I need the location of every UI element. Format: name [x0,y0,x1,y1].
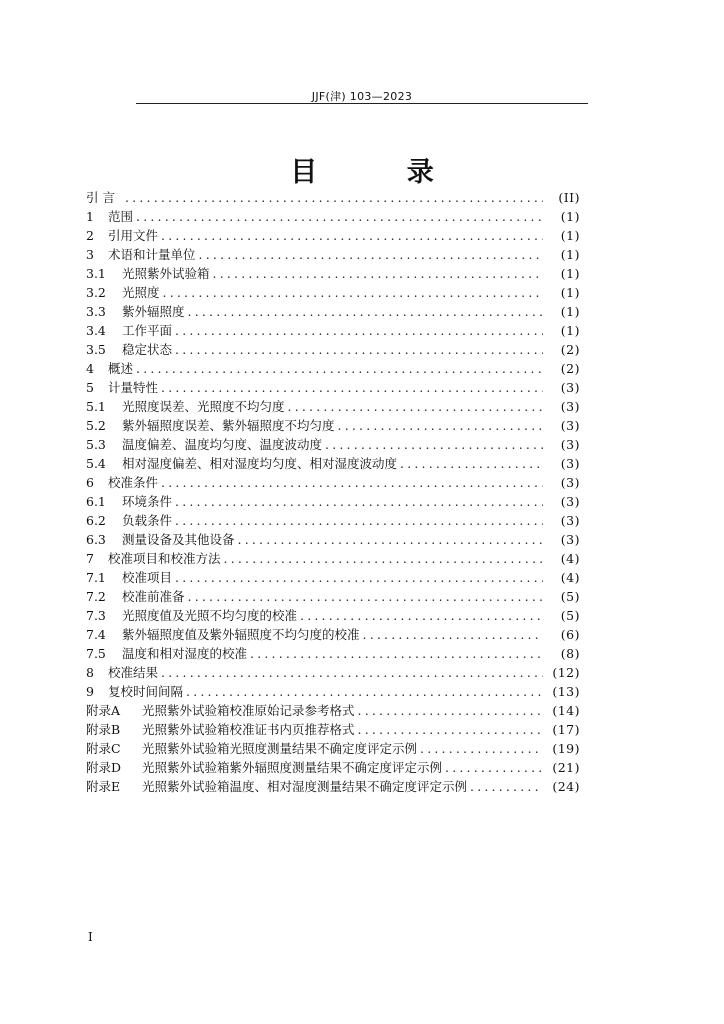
toc-leader-dots [224,549,543,568]
toc-leader-dots [188,302,543,321]
toc-entry-number: 3.5 [86,342,106,357]
toc-entry[interactable] [86,739,580,758]
toc-entry-title: 光照紫外试验箱 [122,266,210,281]
toc-entry-number: 6 [86,475,94,490]
toc-entry-page: (21) [552,760,580,775]
toc-entry-title: 光照紫外试验箱温度、相对湿度测量结果不确定度评定示例 [142,779,468,794]
toc-entry-page: (3) [560,513,580,528]
toc-entry-page: (3) [560,418,580,433]
toc-leader-dots [175,568,543,587]
toc-entry-title: 复校时间间隔 [108,684,184,699]
toc-leader-dots [250,644,543,663]
toc-leader-dots [213,264,543,283]
toc-entry-page: (6) [560,627,580,642]
toc-entry-title: 范围 [108,209,134,224]
toc-entry-page: (1) [560,323,580,338]
toc-leader-dots [161,378,543,397]
toc-entry-title: 术语和计量单位 [108,247,196,262]
toc-entry-number: 附录C [86,741,121,756]
toc-entry[interactable] [86,758,580,777]
toc-leader-dots [188,587,543,606]
toc-leader-dots [125,188,543,207]
toc-entry-title: 测量设备及其他设备 [122,532,235,547]
toc-leader-dots [470,777,543,796]
toc-entry-number: 3 [86,247,94,262]
toc-entry-page: (3) [560,494,580,509]
toc-entry-page: (1) [560,266,580,281]
toc-entry[interactable] [86,283,580,302]
toc-entry[interactable] [86,644,580,663]
toc-leader-dots [420,739,543,758]
toc-entry-title: 相对湿度偏差、相对湿度均匀度、相对湿度波动度 [122,456,398,471]
toc-entry-title: 校准条件 [108,475,159,490]
toc-entry[interactable] [86,492,580,511]
toc-entry-number: 附录A [86,703,121,718]
toc-entry-number: 7 [86,551,94,566]
toc-leader-dots [136,207,543,226]
toc-entry-title: 紫外辐照度值及紫外辐照度不均匀度的校准 [122,627,360,642]
toc-leader-dots [175,492,543,511]
toc-entry-title: 工作平面 [122,323,173,338]
toc-entry[interactable] [86,454,580,473]
toc-entry-number: 6.1 [86,494,106,509]
toc-entry[interactable] [86,720,580,739]
page-number: I [88,930,93,944]
toc-entry-page: (II) [558,190,580,205]
toc-leader-dots [358,701,543,720]
toc-entry[interactable] [86,682,580,701]
toc-entry-title: 校准结果 [108,665,159,680]
toc-entry-number: 6.3 [86,532,106,547]
toc-leader-dots [175,321,543,340]
toc-leader-dots [288,397,543,416]
toc-leader-dots [161,226,543,245]
toc-entry[interactable] [86,777,580,796]
header-divider [136,103,588,104]
toc-entry-title: 环境条件 [122,494,173,509]
toc-entry-number: 3.1 [86,266,106,281]
toc-entry-title: 引用文件 [108,228,159,243]
toc-entry-number: 5 [86,380,94,395]
toc-leader-dots [363,625,543,644]
toc-entry-title: 光照紫外试验箱紫外辐照度测量结果不确定度评定示例 [142,760,443,775]
toc-entry-number: 2 [86,228,94,243]
toc-entry-title: 光照度 [122,285,160,300]
toc-entry[interactable] [86,226,580,245]
toc-entry[interactable] [86,340,580,359]
toc-entry[interactable] [86,663,580,682]
toc-entry-page: (3) [560,380,580,395]
toc-entry[interactable] [86,416,580,435]
toc-entry-title: 紫外辐照度 [122,304,185,319]
toc-leader-dots [400,454,543,473]
toc-entry-number: 9 [86,684,94,699]
toc-entry[interactable] [86,568,580,587]
toc-entry-number: 5.1 [86,399,106,414]
toc-entry[interactable] [86,701,580,720]
toc-entry-page: (2) [560,342,580,357]
toc-entry-number: 7.5 [86,646,106,661]
toc-entry-number: 7.3 [86,608,106,623]
table-of-contents [86,188,580,796]
toc-entry-number: 7.1 [86,570,106,585]
toc-entry-page: (1) [560,209,580,224]
toc-leader-dots [445,758,543,777]
toc-entry-number: 5.3 [86,437,106,452]
toc-entry-page: (1) [560,304,580,319]
toc-entry[interactable] [86,302,580,321]
toc-entry[interactable] [86,549,580,568]
toc-entry[interactable] [86,473,580,492]
toc-entry-page: (2) [560,361,580,376]
toc-leader-dots [161,663,543,682]
toc-entry[interactable] [86,511,580,530]
toc-entry-page: (1) [560,228,580,243]
toc-entry-page: (14) [552,703,580,718]
toc-entry-number: 附录B [86,722,121,737]
toc-leader-dots [136,359,543,378]
toc-entry[interactable] [86,264,580,283]
toc-entry-page: (5) [560,589,580,604]
toc-entry[interactable] [86,207,580,226]
toc-entry-number: 5.4 [86,456,106,471]
toc-entry-page: (1) [560,247,580,262]
toc-leader-dots [325,435,543,454]
toc-entry-page: (3) [560,456,580,471]
toc-entry-page: (12) [552,665,580,680]
toc-entry[interactable] [86,378,580,397]
toc-entry-number: 附录D [86,760,122,775]
toc-leader-dots [338,416,543,435]
toc-leader-dots [175,511,543,530]
toc-entry-number: 附录E [86,779,121,794]
toc-entry-page: (3) [560,475,580,490]
toc-entry-page: (1) [560,285,580,300]
document-code: JJF(津) 103—2023 [311,90,413,103]
toc-entry-title: 校准项目和校准方法 [108,551,221,566]
toc-entry-title: 概述 [108,361,134,376]
toc-entry-title: 计量特性 [108,380,159,395]
toc-entry-number: 3.4 [86,323,106,338]
toc-entry[interactable] [86,188,580,207]
toc-entry-page: (4) [560,551,580,566]
toc-entry-title: 负载条件 [122,513,173,528]
toc-entry-number: 6.2 [86,513,106,528]
toc-entry-page: (3) [560,437,580,452]
toc-entry-number: 7.2 [86,589,106,604]
toc-entry-page: (3) [560,399,580,414]
toc-entry-title: 光照紫外试验箱光照度测量结果不确定度评定示例 [142,741,418,756]
toc-entry[interactable] [86,435,580,454]
toc-entry[interactable] [86,245,580,264]
toc-entry-number: 8 [86,665,94,680]
toc-leader-dots [238,530,543,549]
toc-entry-number: 引 言 [86,190,115,205]
toc-entry[interactable] [86,587,580,606]
toc-entry-page: (5) [560,608,580,623]
toc-entry-title: 校准前准备 [122,589,185,604]
toc-leader-dots [186,682,543,701]
toc-entry-page: (24) [552,779,580,794]
toc-entry-page: (13) [552,684,580,699]
toc-entry-page: (17) [552,722,580,737]
toc-entry[interactable] [86,359,580,378]
toc-entry-title: 光照度误差、光照度不均匀度 [122,399,285,414]
toc-entry-page: (3) [560,532,580,547]
toc-entry[interactable] [86,606,580,625]
toc-entry-title: 稳定状态 [122,342,173,357]
toc-entry-number: 3.3 [86,304,106,319]
toc-leader-dots [163,283,543,302]
toc-entry-title: 温度偏差、温度均匀度、温度波动度 [122,437,323,452]
toc-leader-dots [300,606,543,625]
page-title: 目 录 [290,157,474,188]
toc-entry[interactable] [86,530,580,549]
toc-entry-title: 光照紫外试验箱校准原始记录参考格式 [142,703,355,718]
toc-entry-number: 7.4 [86,627,106,642]
toc-entry-number: 4 [86,361,94,376]
toc-entry-page: (8) [560,646,580,661]
toc-entry[interactable] [86,397,580,416]
toc-entry[interactable] [86,321,580,340]
toc-entry[interactable] [86,625,580,644]
toc-leader-dots [199,245,543,264]
toc-entry-title: 温度和相对湿度的校准 [122,646,248,661]
toc-leader-dots [175,340,543,359]
toc-entry-number: 5.2 [86,418,106,433]
toc-leader-dots [161,473,543,492]
toc-entry-page: (19) [552,741,580,756]
toc-entry-title: 光照度值及光照不均匀度的校准 [122,608,298,623]
toc-entry-number: 1 [86,209,94,224]
toc-entry-title: 光照紫外试验箱校准证书内页推荐格式 [142,722,355,737]
toc-entry-title: 校准项目 [122,570,173,585]
toc-entry-page: (4) [560,570,580,585]
toc-leader-dots [358,720,543,739]
toc-entry-title: 紫外辐照度误差、紫外辐照度不均匀度 [122,418,335,433]
toc-entry-number: 3.2 [86,285,106,300]
